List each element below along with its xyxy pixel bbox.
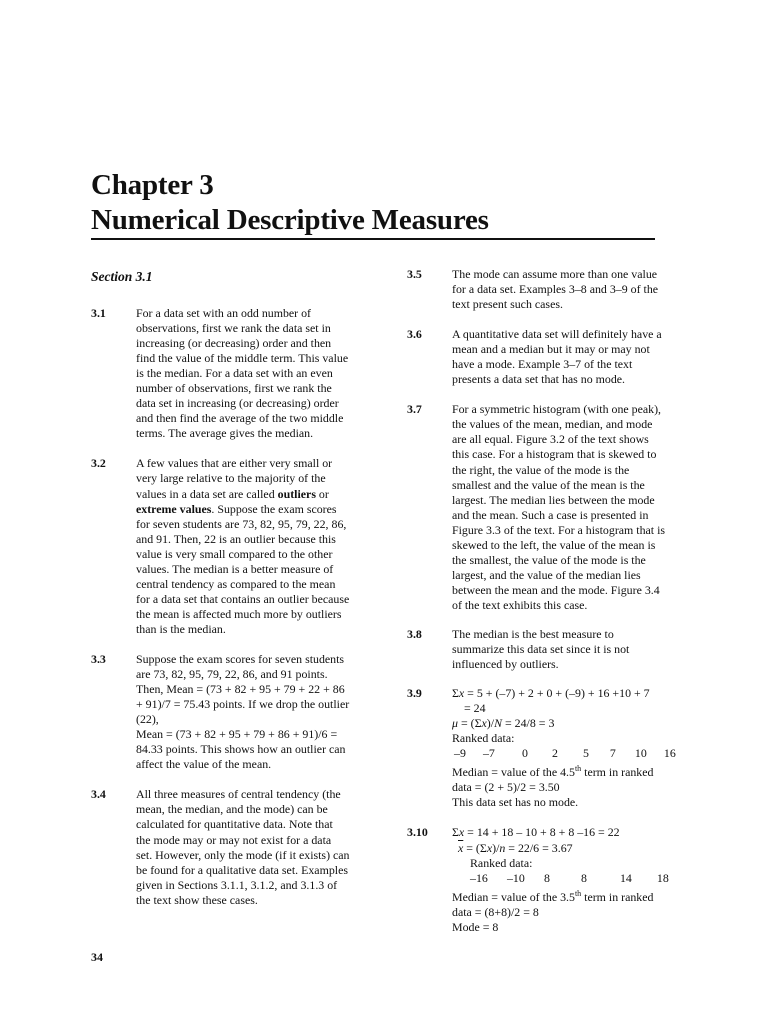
ranked-value: 10: [634, 746, 647, 761]
exercise-number: 3.5: [407, 267, 422, 281]
ranked-value: 14: [619, 870, 632, 885]
ranked-value: 8: [543, 870, 550, 885]
exercise-text: Suppose the exam scores for seven students are 73, 82, 95, 79, 22, 86, and 91 points. Then, Mean = (73 + 82 + 95 + 79 + 22 + 86 + 91)/7 = 75.43 points. If we drop the outlier (22), Mean = (73 + 82 + 95 + 79 + 86 + 91)/6 = 84.33 points. This shows how an outlier can affect the value of the mean.: [136, 651, 350, 772]
exercise-3-2: [91, 456, 366, 637]
ranked-value: –7: [482, 746, 495, 761]
sum-formula: Σx = 14 + 18 – 10 + 8 + 8 –16 = 22: [452, 825, 620, 840]
exercise-text: The mode can assume more than one value for a data set. Examples 3–8 and 3–9 of the text present such cases.: [452, 267, 659, 312]
exercise-text: For a symmetric histogram (with one peak), the values of the mean, median, and mode are all equal. Figure 3.2 of the text shows this case. For a histogram that is skewed to the right, the value of the mode is the smallest and the value of the mean is the largest. The median lies between the mode and the mean. Such a case is presented in Figure 3.3 of the text. For a histogram that is skewed to the left, the value of the mean is the smallest, the value of the mode is the largest, and the value of the median lies between the mean and the mode. Figure 3.4 of the text exhibits this case.: [452, 402, 666, 612]
ranked-value: 2: [551, 746, 558, 761]
exercise-number: 3.4: [91, 787, 106, 802]
chapter-heading: [91, 168, 655, 238]
exercise-number: 3.9: [407, 686, 422, 701]
exercise-3-1: [91, 306, 366, 441]
exercise-3-9: [407, 686, 682, 810]
exercise-text: Σx = 14 + 18 – 10 + 8 + 8 –16 = 22 $\overline{x} = (\Sigma x)/n = 22/6 = 3.67$ Ranked data: –16 –10 8 8 14 18 Median = value of the 3.5th term in ranked data = (8+8)/2 = 8 Mode = 8: [452, 825, 682, 934]
ranked-value: 8: [580, 870, 587, 885]
exercise-text: All three measures of central tendency (the mean, the median, and the mode) can be calculated for quantitative data. Note that the mode may or may not exist for a data set. However, only the mode (if it exists) can be found for a qualitative data set. Examples given in Sections 3.1.1, 3.1.2, and 3.1.3 of the text show these cases.: [136, 787, 350, 907]
ranked-value: –16: [470, 870, 488, 885]
ranked-value: –9: [454, 746, 466, 761]
term-outliers: outliers: [277, 486, 316, 501]
mu-formula: μ = (Σx)/N = 24/8 = 3: [452, 716, 555, 731]
ranked-value: 16: [663, 746, 676, 761]
exercise-number: 3.8: [407, 626, 422, 641]
chapter-title: Numerical Descriptive Measures: [91, 204, 489, 236]
ranked-value: 7: [609, 746, 616, 761]
exercise-3-6: [407, 327, 682, 387]
sum-formula: Σx = 5 + (–7) + 2 + 0 + (–9) + 16 +10 + 7: [452, 686, 650, 701]
exercise-3-5: [407, 267, 682, 312]
exercise-text: A quantitative data set will definitely have a mean and a median but it may or may not have a mode. Example 3–7 of the text presents a data set that has no mode.: [452, 327, 662, 387]
exercise-number: 3.1: [91, 306, 106, 320]
page-number: 34: [91, 950, 103, 964]
exercise-text: For a data set with an odd number of observations, first we rank the data set in increasing (or decreasing) order and then find the value of the middle term. This value is the median. For a data set with an even number of observations, first we rank the data set in increasing (or decreasing) order and then find the average of the two middle terms. The average gives the median.: [136, 306, 349, 441]
exercise-3-10: [407, 825, 682, 934]
left-column: [91, 268, 366, 922]
exercise-number: 3.3: [91, 651, 106, 666]
term-extreme-values: extreme values: [136, 501, 212, 516]
mean-formula: $\overline{x} = (\Sigma x)/n = 22/6 = 3.67$: [458, 840, 573, 855]
ranked-value: 5: [582, 746, 589, 761]
exercise-number: 3.7: [407, 402, 422, 417]
ranked-data: [452, 746, 682, 761]
exercise-number: 3.10: [407, 825, 428, 840]
exercise-3-7: [407, 402, 682, 613]
section-title: Section 3.1: [91, 269, 153, 284]
exercise-text: Σx = 5 + (–7) + 2 + 0 + (–9) + 16 +10 + 7 = 24 μ = (Σx)/N = 24/8 = 3 Ranked data: –9 –7 0 2 5 7 10 16 Median = value of the 4.5th term in ranked data = (2 + 5)/2 = 3.50 This data set has no mode.: [452, 686, 682, 810]
ranked-data: [452, 871, 682, 886]
exercise-3-4: [91, 787, 366, 907]
ranked-value: 18: [656, 870, 669, 885]
exercise-text: A few values that are either very small or very large relative to the majority of the values in a data set are called outliers or extreme values. Suppose the exam scores for seven students are 73, 82, 95, 79, 22, 86, and 91. Then, 22 is an outlier because this value is very small compared to the other values. The median is a better measure of central tendency as compared to the mean for a data set that contains an outlier because the mean is affected much more by outliers than is the median.: [136, 456, 350, 636]
ranked-value: –10: [506, 870, 525, 885]
exercise-text: The median is the best measure to summarize this data set since it is not influenced by outliers.: [452, 626, 630, 672]
exercise-number: 3.6: [407, 327, 422, 342]
chapter-number: Chapter 3: [91, 169, 214, 201]
title-rule: [91, 238, 655, 240]
exercise-3-3: [91, 652, 366, 772]
exercise-number: 3.2: [91, 456, 106, 471]
ranked-value: 0: [521, 746, 528, 761]
exercise-3-8: [407, 627, 682, 672]
right-column: [407, 267, 682, 949]
